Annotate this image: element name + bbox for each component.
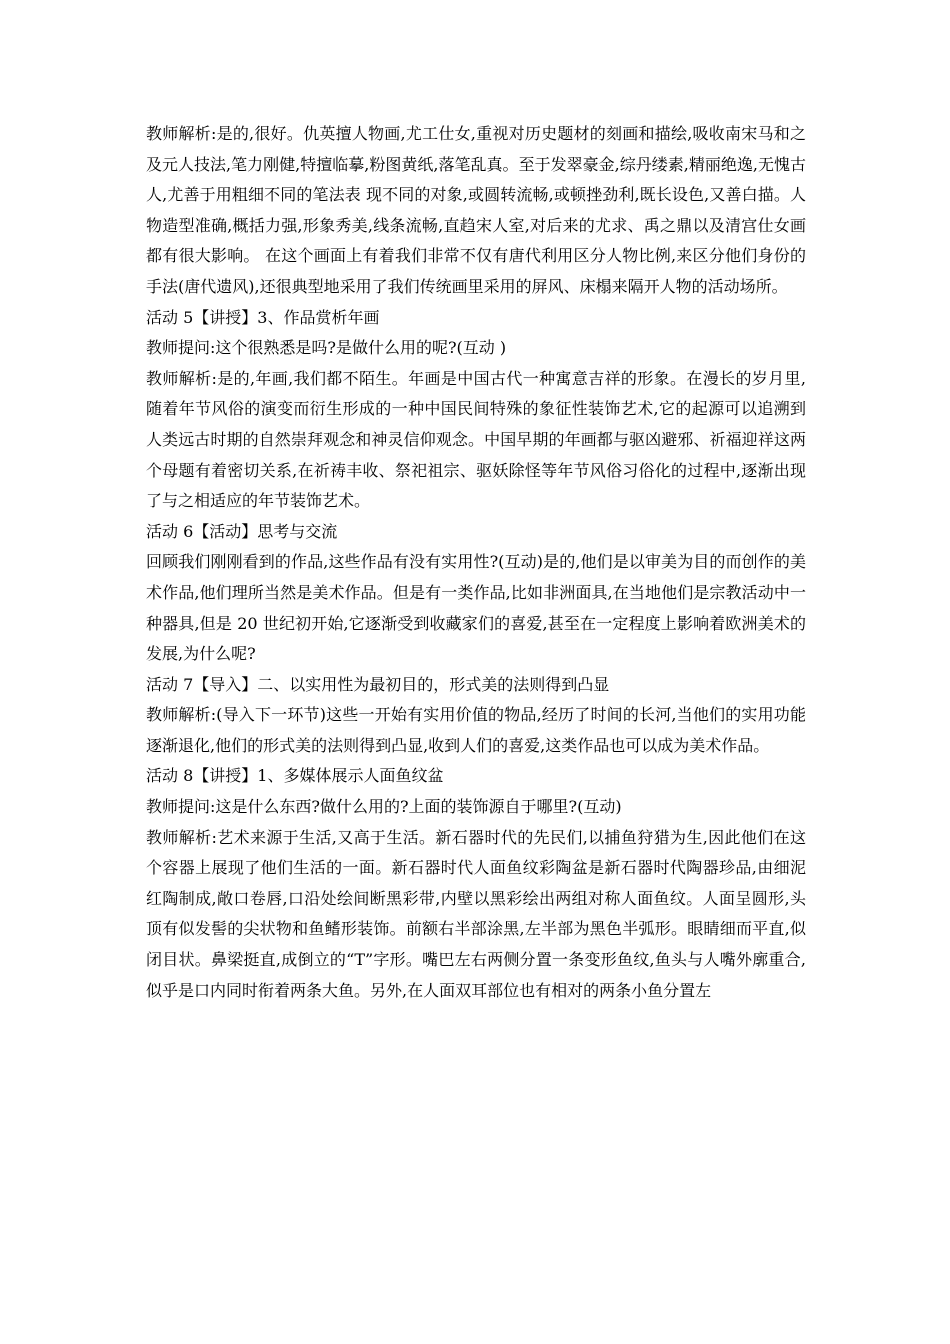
teacher-analysis-practical: 教师解析:(导入下一环节)这些一开始有实用价值的物品,经历了时间的长河,当他们的实用功能逐渐退化,他们的形式美的法则得到凸显,收到人们的喜爱,这类作品也可以成为美术作品。 — [146, 705, 806, 755]
activity-7-heading: 活动 7【导入】二、以实用性为最初目的，形式美的法则得到凸显 — [146, 674, 610, 694]
teacher-question-nianhua: 教师提问:这个很熟悉是吗?是做什么用的呢?(互动 ) — [146, 338, 507, 358]
teacher-analysis-qiu-ying: 教师解析:是的,很好。仇英擅人物画,尤工仕女,重视对历史题材的刻画和描绘,吸收南宋马和之及元人技法,笔力刚健,特擅临摹,粉图黄纸,落笔乱真。至于发翠豪金,综丹缕素,精丽绝逸,无愧古人,尤善于用粗细不同的笔法表 现不同的对象,或圆转流畅,或顿挫劲利,既长设色,又善白描。人物造型准确,概括力强,形象秀美,线条流畅,直趋宋人室,对后来的尤求、禹之鼎以及清宫仕女画都有很大影响。 在这个画面上有着我们非常不仅有唐代利用区分人物比例,来区分他们身份的手法(唐代遗风),还很典型地采用了我们传统画里采用的屏风、床榻来隔开人物的活动场所。 — [146, 124, 806, 296]
teacher-analysis-nianhua: 教师解析:是的,年画,我们都不陌生。年画是中国古代一种寓意吉祥的形象。在漫长的岁月里,随着年节风俗的演变而衍生形成的一种中国民间特殊的象征性装饰艺术,它的起源可以追溯到人类远古时期的自然崇拜观念和神灵信仰观念。中国早期的年画都与驱凶避邪、祈福迎祥这两个母题有着密切关系,在祈祷丰收、祭祀祖宗、驱妖除怪等年节风俗习俗化的过程中,逐渐出现了与之相适应的年节装饰艺术。 — [146, 368, 806, 511]
activity-6-heading: 活动 6【活动】思考与交流 — [146, 521, 338, 541]
document-page — [146, 119, 806, 1006]
activity-8-heading: 活动 8【讲授】1、多媒体展示人面鱼纹盆 — [146, 766, 444, 786]
teacher-question-basin: 教师提问:这是什么东西?做什么用的?上面的装饰源自于哪里?(互动) — [146, 797, 622, 817]
activity-5-heading: 活动 5【讲授】3、作品赏析年画 — [146, 307, 380, 327]
review-paragraph: 回顾我们刚刚看到的作品,这些作品有没有实用性?(互动)是的,他们是以审美为目的而创作的美术作品,他们理所当然是美术作品。但是有一类作品,比如非洲面具,在当地他们是宗教活动中一种器具,但是 20 世纪初开始,它逐渐受到收藏家们的喜爱,甚至在一定程度上影响着欧洲美术的发展,为什么呢? — [146, 552, 806, 664]
teacher-analysis-basin: 教师解析:艺术来源于生活,又高于生活。新石器时代的先民们,以捕鱼狩猎为生,因此他们在这个容器上展现了他们生活的一面。新石器时代人面鱼纹彩陶盆是新石器时代陶器珍品,由细泥红陶制成,敞口卷唇,口沿处绘间断黑彩带,内壁以黑彩绘出两组对称人面鱼纹。人面呈圆形,头顶有似发髻的尖状物和鱼鳍形装饰。前额右半部涂黑,左半部为黑色半弧形。眼睛细而平直,似闭目状。鼻梁挺直,成倒立的“T”字形。嘴巴左右两侧分置一条变形鱼纹,鱼头与人嘴外廓重合,似乎是口内同时衔着两条大鱼。另外,在人面双耳部位也有相对的两条小鱼分置左 — [146, 827, 806, 1000]
